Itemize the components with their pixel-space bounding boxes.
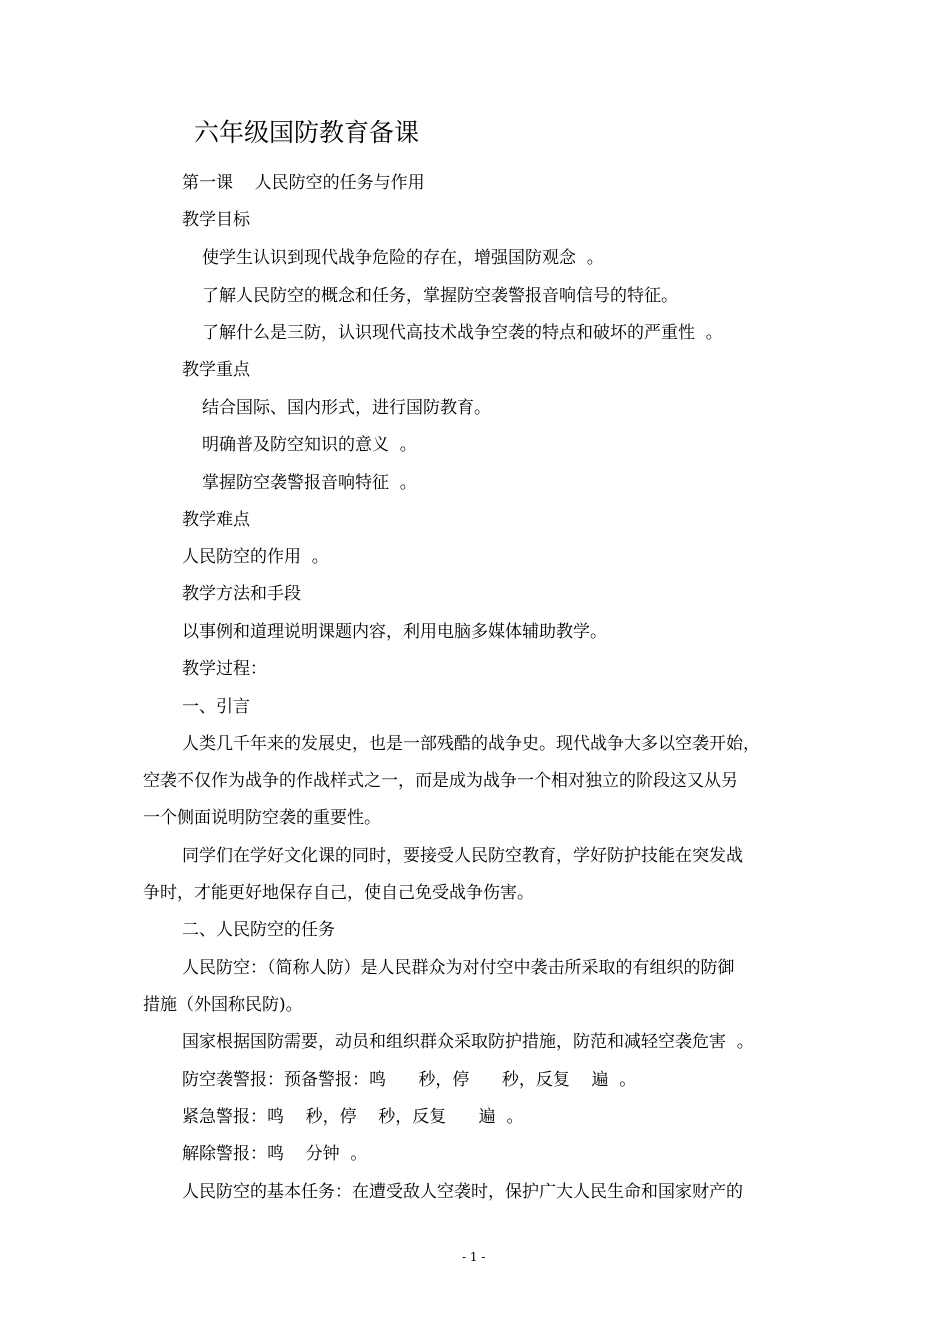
paragraph-line: 措施（外国称民防)。 — [143, 995, 303, 1015]
lesson-title: 第一课 人民防空的任务与作用 — [182, 173, 425, 193]
paragraph-line: 一个侧面说明防空袭的重要性。 — [143, 808, 381, 828]
difficulty-text: 人民防空的作用 。 — [182, 547, 329, 567]
paragraph-line: 人民防空的基本任务：在遭受敌人空袭时，保护广大人民生命和国家财产的 — [182, 1182, 743, 1202]
paragraph-line: 国家根据国防需要，动员和组织群众采取防护措施，防范和减轻空袭危害 。 — [182, 1032, 754, 1052]
difficulty-heading: 教学难点 — [182, 510, 250, 530]
methods-heading: 教学方法和手段 — [182, 584, 301, 604]
paragraph-line: 争时，才能更好地保存自己，使自己免受战争伤害。 — [143, 883, 534, 903]
methods-text: 以事例和道理说明课题内容，利用电脑多媒体辅助教学。 — [182, 622, 607, 642]
intro-heading: 一、引言 — [182, 697, 250, 717]
key-points-heading: 教学重点 — [182, 360, 250, 380]
paragraph-line: 人民防空：（简称人防）是人民群众为对付空中袭击所采取的有组织的防御 — [182, 958, 735, 978]
alarm-emergency: 紧急警报：鸣 秒，停 秒，反复 遍 。 — [182, 1107, 524, 1127]
goal-item: 了解什么是三防，认识现代高技术战争空袭的特点和破坏的严重性 。 — [202, 323, 723, 343]
paragraph-line: 同学们在学好文化课的同时，要接受人民防空教育，学好防护技能在突发战 — [182, 846, 743, 866]
key-point-item: 明确普及防空知识的意义 。 — [202, 435, 417, 455]
task-heading: 二、人民防空的任务 — [182, 920, 335, 940]
process-heading: 教学过程： — [182, 659, 267, 679]
goal-item: 了解人民防空的概念和任务，掌握防空袭警报音响信号的特征。 — [202, 286, 678, 306]
paragraph-line: 人类几千年来的发展史，也是一部残酷的战争史。现代战争大多以空袭开始， — [182, 734, 760, 754]
alarm-preliminary: 防空袭警报：预备警报：鸣 秒，停 秒，反复 遍 。 — [182, 1070, 637, 1090]
goals-heading: 教学目标 — [182, 210, 250, 230]
document-title: 六年级国防教育备课 — [194, 118, 420, 147]
alarm-release: 解除警报：鸣 分钟 。 — [182, 1144, 368, 1164]
paragraph-line: 空袭不仅作为战争的作战样式之一，而是成为战争一个相对独立的阶段这又从另 — [143, 771, 738, 791]
key-point-item: 结合国际、国内形式，进行国防教育。 — [202, 398, 491, 418]
goal-item: 使学生认识到现代战争危险的存在，增强国防观念 。 — [202, 248, 604, 268]
key-point-item: 掌握防空袭警报音响特征 。 — [202, 473, 417, 493]
page-number: - 1 - — [462, 1250, 486, 1264]
